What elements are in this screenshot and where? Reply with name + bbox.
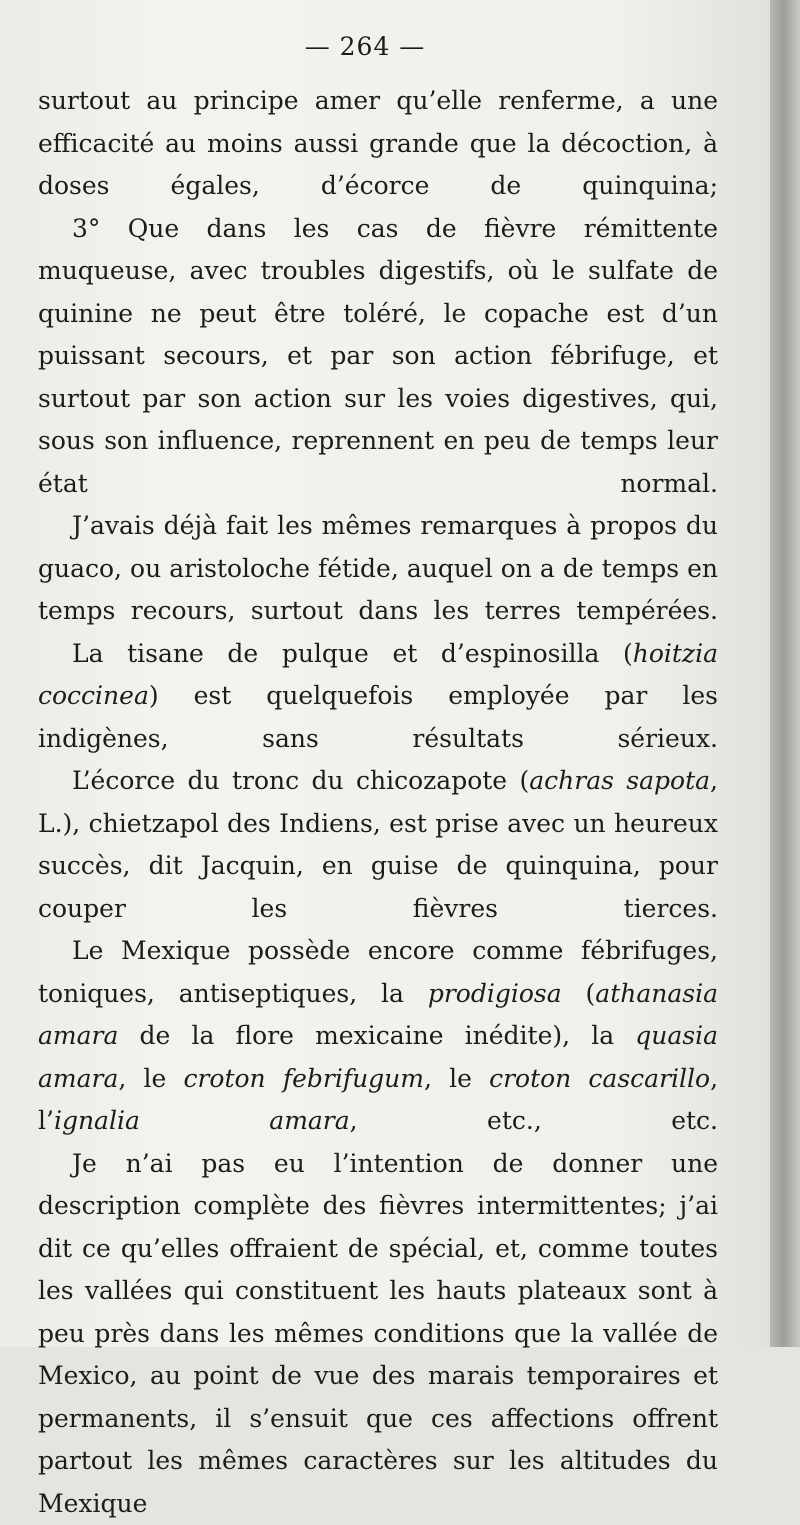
text-run: 3° Que dans les cas de fièvre rémittente muqueuse, avec troubles digestifs, où le sulfate de quinine ne peut être toléré, le copache est d’un puissant secours, et par son action fébrifuge, et surtout par son action sur les voies digestives, qui, sous son influence, reprennent en peu de temps leur état normal. <box>38 214 718 498</box>
italic-term: prodigiosa <box>428 979 562 1008</box>
text-run: , L.), chietzapol des Indiens, est prise avec un heureux succès, dit Jacquin, en guise de quinquina, pour couper les fièvres tierces. <box>38 766 718 923</box>
italic-term: ignalia amara <box>54 1106 350 1135</box>
body-text <box>38 80 718 1525</box>
text-run: Le Mexique possède encore comme fébrifuges, toniques, antiseptiques, la <box>38 936 718 1008</box>
paragraph <box>38 208 718 506</box>
paragraph <box>38 930 718 1143</box>
text-run: ) est quelquefois employée par les indigènes, sans résultats sérieux. <box>38 681 718 753</box>
italic-term: hoitzia coccinea <box>38 639 718 711</box>
paragraph <box>38 1143 718 1525</box>
paragraph <box>38 633 718 761</box>
italic-term: quasia amara <box>38 1021 718 1093</box>
paragraph <box>38 505 718 633</box>
italic-term: athanasia amara <box>38 979 718 1051</box>
paragraph <box>38 760 718 930</box>
text-run: , le <box>118 1064 183 1093</box>
text-run: Je n’ai pas eu l’intention de donner une description complète des fièvres intermittentes; j’ai dit ce qu’elles offraient de spécial, et, comme toutes les vallées qui constituent les hauts plateaux sont à peu près dans les mêmes conditions que la vallée de Mexico, au point de vue des marais temporaires et permanents, il s’ensuit que ces affections offrent partout les mêmes caractères sur les altitudes du Mexique <box>38 1149 718 1518</box>
text-run: J’avais déjà fait les mêmes remarques à propos du guaco, ou aristoloche fétide, auquel on a de temps en temps recours, surtout dans les terres tempérées. <box>38 511 718 625</box>
page-number: — 264 — <box>0 32 730 61</box>
text-run: de la flore mexicaine inédite), la <box>118 1021 635 1050</box>
text-run: , l’ <box>38 1064 718 1136</box>
italic-term: croton cascarillo <box>489 1064 710 1093</box>
text-run: ( <box>562 979 596 1008</box>
text-run: La tisane de pulque et d’espinosilla ( <box>72 639 633 668</box>
page-edge <box>770 0 800 1347</box>
text-run: , le <box>424 1064 489 1093</box>
text-run: surtout au principe amer qu’elle renferme, a une efficacité au moins aussi grande que la décoction, à doses égales, d’écorce de quinquina; <box>38 86 718 200</box>
text-run: , etc., etc. <box>350 1106 718 1135</box>
italic-term: achras sapota <box>529 766 710 795</box>
italic-term: croton febrifugum <box>183 1064 424 1093</box>
text-run: L’écorce du tronc du chicozapote ( <box>72 766 529 795</box>
paragraph <box>38 80 718 208</box>
